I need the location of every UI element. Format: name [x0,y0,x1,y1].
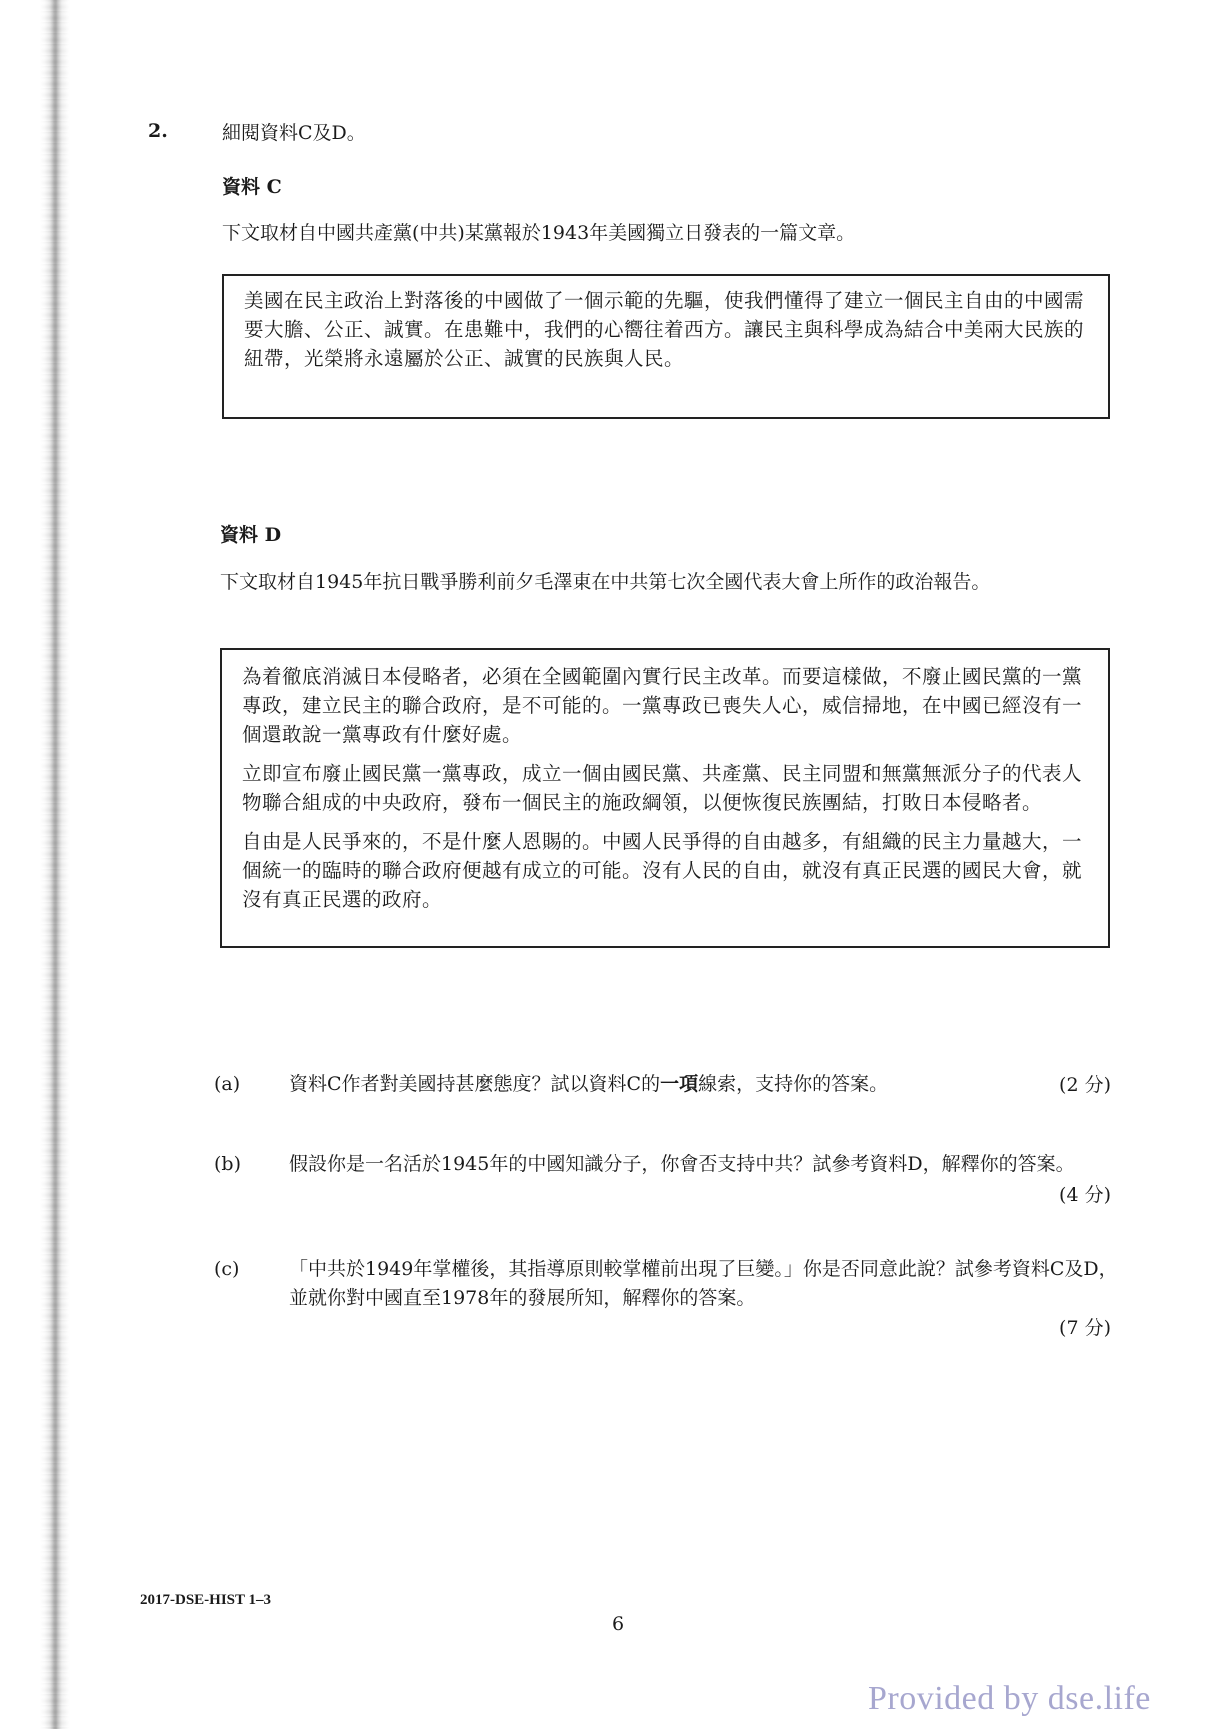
sub-question-c-label: (c) [214,1258,240,1280]
question-intro: 細閱資料C及D。 [222,122,366,144]
sub-question-c-text: 「中共於1949年掌權後，其指導原則較掌權前出現了巨變。」你是否同意此說？試參考資料C及D，並就你對中國直至1978年的發展所知，解釋你的答案。 [289,1258,1118,1309]
source-d-paragraph-3: 自由是人民爭來的，不是什麼人恩賜的。中國人民爭得的自由越多，有組織的民主力量越大，一個統一的臨時的聯合政府便越有成立的可能。沒有人民的自由，就沒有真正民選的國民大會，就沒有真正民選的政府。 [242,830,1083,911]
sub-question-b-text: 假設你是一名活於1945年的中國知識分子，你會否支持中共？試參考資料D，解釋你的答案。 [289,1153,1075,1175]
sub-question-a [214,1070,1114,1100]
sub-question-c-marks: (7 分) [1059,1317,1111,1339]
source-c-description: 下文取材自中國共產黨(中共)某黨報於1943年美國獨立日發表的一篇文章。 [222,222,856,244]
source-c-box [222,274,1110,419]
sub-question-a-marks: (2 分) [1059,1074,1111,1096]
sub-question-a-label: (a) [214,1073,241,1095]
sub-question-b [214,1150,1114,1210]
sub-question-a-text [289,1070,1119,1099]
source-c-label: 資料 C [222,176,282,198]
source-d-label: 資料 D [220,524,282,546]
source-d-description: 下文取材自1945年抗日戰爭勝利前夕毛澤東在中共第七次全國代表大會上所作的政治報告。 [220,571,991,593]
scan-edge-shadow [0,0,70,1729]
source-d-box [220,648,1110,948]
sub-question-a-text-after: 線索，支持你的答案。 [698,1073,889,1095]
page-number: 6 [612,1613,625,1635]
source-d-paragraph-2: 立即宣布廢止國民黨一黨專政，成立一個由國民黨、共產黨、民主同盟和無黨無派分子的代表人物聯合組成的中央政府，發布一個民主的施政綱領，以便恢復民族團結，打敗日本侵略者。 [242,762,1083,814]
paper-code: 2017-DSE-HIST 1–3 [140,1592,272,1608]
sub-question-c [214,1255,1118,1315]
source-d-paragraph-1: 為着徹底消滅日本侵略者，必須在全國範圍內實行民主改革。而要這樣做，不廢止國民黨的一黨專政，建立民主的聯合政府，是不可能的。一黨專政已喪失人心，威信掃地，在中國已經沒有一個還敢說一黨專政有什麼好處。 [242,665,1083,746]
sub-question-b-marks: (4 分) [1059,1184,1111,1206]
sub-question-a-text-before: 資料C作者對美國持甚麼態度？試以資料C的 [289,1073,661,1095]
sub-question-a-text-bold: 一項 [660,1073,699,1095]
sub-question-b-label: (b) [214,1153,241,1175]
question-number: 2. [148,120,168,142]
source-c-paragraph: 美國在民主政治上對落後的中國做了一個示範的先驅，使我們懂得了建立一個民主自由的中國需要大膽、公正、誠實。在患難中，我們的心嚮往着西方。讓民主與科學成為結合中美兩大民族的紐帶，光榮將永遠屬於公正、誠實的民族與人民。 [244,289,1085,370]
watermark: Provided by dse.life [868,1680,1151,1717]
